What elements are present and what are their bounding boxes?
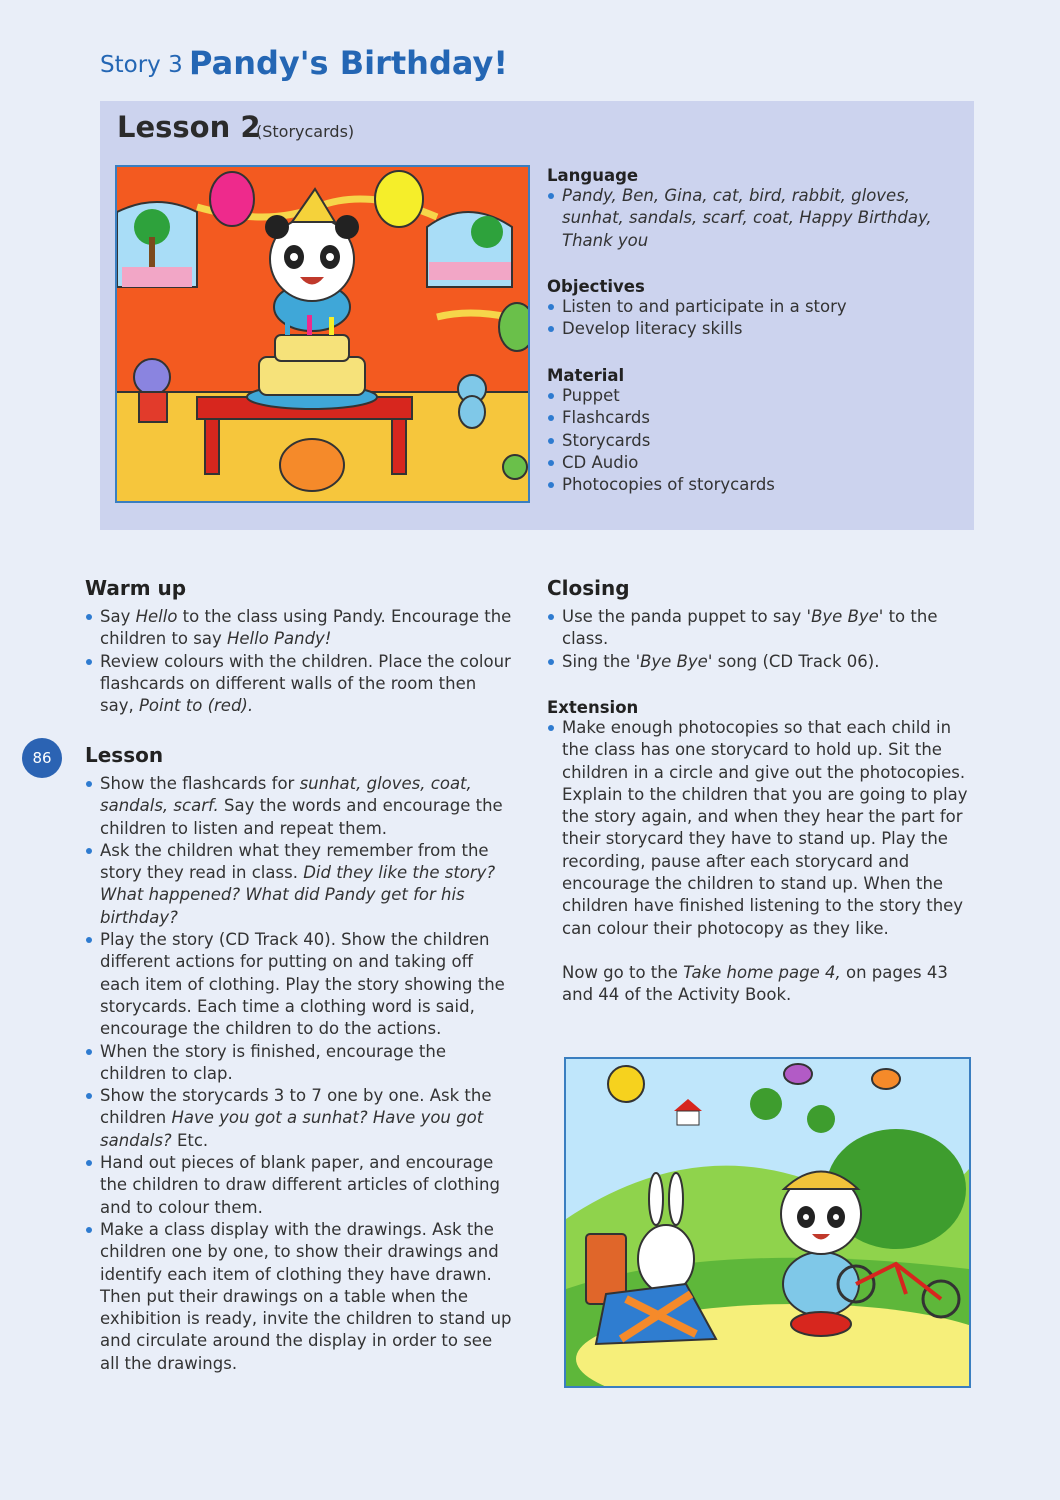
lesson-item: Make a class display with the drawings. Ask the children one by one, to show their drawings and identify each item of clothing they have drawn. Then put their drawings on a table when the exhibition is ready, invite the children to stand up and circulate around the display in order to see all the drawings. (85, 1219, 515, 1375)
lesson-subtitle: (Storycards) (256, 122, 355, 141)
material-list-item: Storycards (547, 430, 957, 452)
lesson-item: Show the storycards 3 to 7 one by one. Ask the children Have you got a sunhat? Have you got sandals? Etc. (85, 1085, 515, 1152)
language-section (547, 166, 957, 252)
lesson-section (85, 743, 515, 1375)
lesson-item: Play the story (CD Track 40). Show the children different actions for putting on and taking off each item of clothing. Play the story showing the storycards. Each time a clothing word is said, encourage the children to do the actions. (85, 929, 515, 1040)
material-section (547, 366, 957, 496)
closing-item: Use the panda puppet to say 'Bye Bye' to the class. (547, 606, 972, 651)
lesson-item: Show the flashcards for sunhat, gloves, coat, sandals, scarf. Say the words and encourage the children to listen and repeat them. (85, 773, 515, 840)
extension-heading: Extension (547, 698, 639, 717)
material-list-item: Flashcards (547, 407, 957, 429)
birthday-illustration (115, 165, 530, 503)
closing-heading: Closing (547, 576, 630, 600)
lesson-title: Lesson 2 (117, 110, 261, 144)
material-heading: Material (547, 366, 625, 385)
material-list-item: CD Audio (547, 452, 957, 474)
garden-scene-image (566, 1059, 969, 1386)
lesson-heading: Lesson (85, 743, 164, 767)
warm-up-item: Say Hello to the class using Pandy. Encourage the children to say Hello Pandy! (85, 606, 515, 651)
story-label: Story 3 (100, 52, 183, 78)
objectives-list-item: Develop literacy skills (547, 318, 957, 340)
material-list-item: Photocopies of storycards (547, 474, 957, 496)
material-list-item: Puppet (547, 385, 957, 407)
closing-section (547, 576, 972, 673)
language-heading: Language (547, 166, 639, 185)
objectives-heading: Objectives (547, 277, 645, 296)
warm-up-section (85, 576, 515, 717)
lesson-item: Hand out pieces of blank paper, and encourage the children to draw different articles of clothing and to colour them. (85, 1152, 515, 1219)
objectives-section (547, 277, 957, 341)
language-list-item: Pandy, Ben, Gina, cat, bird, rabbit, gloves, sunhat, sandals, scarf, coat, Happy Birthday, Thank you (547, 185, 957, 252)
page-number: 86 (22, 738, 62, 778)
extension-item: Make enough photocopies so that each child in the class has one storycard to hold up. Sit the children in a circle and give out the photocopies. Explain to the children that you are going to play the story again, and when they hear the part for their storycard they have to stand up. Play the recording, pause after each storycard and encourage the children to stand up. When the children have finished listening to the story they can colour their photocopy as they like. (547, 717, 972, 940)
closing-item: Sing the 'Bye Bye' song (CD Track 06). (547, 651, 972, 673)
warm-up-item: Review colours with the children. Place the colour flashcards on different walls of the room then say, Point to (red). (85, 651, 515, 718)
lesson-item: Ask the children what they remember from the story they read in class. Did they like the story? What happened? What did Pandy get for his birthday? (85, 840, 515, 929)
warm-up-heading: Warm up (85, 576, 187, 600)
garden-illustration (564, 1057, 971, 1388)
objectives-list-item: Listen to and participate in a story (547, 296, 957, 318)
birthday-scene-image (117, 167, 528, 501)
activity-book-note: Now go to the Take home page 4, on pages 43 and 44 of the Activity Book. (562, 962, 948, 1005)
story-title: Pandy's Birthday! (189, 44, 508, 82)
lesson-item: When the story is finished, encourage the children to clap. (85, 1041, 515, 1086)
extension-section (547, 698, 972, 1007)
